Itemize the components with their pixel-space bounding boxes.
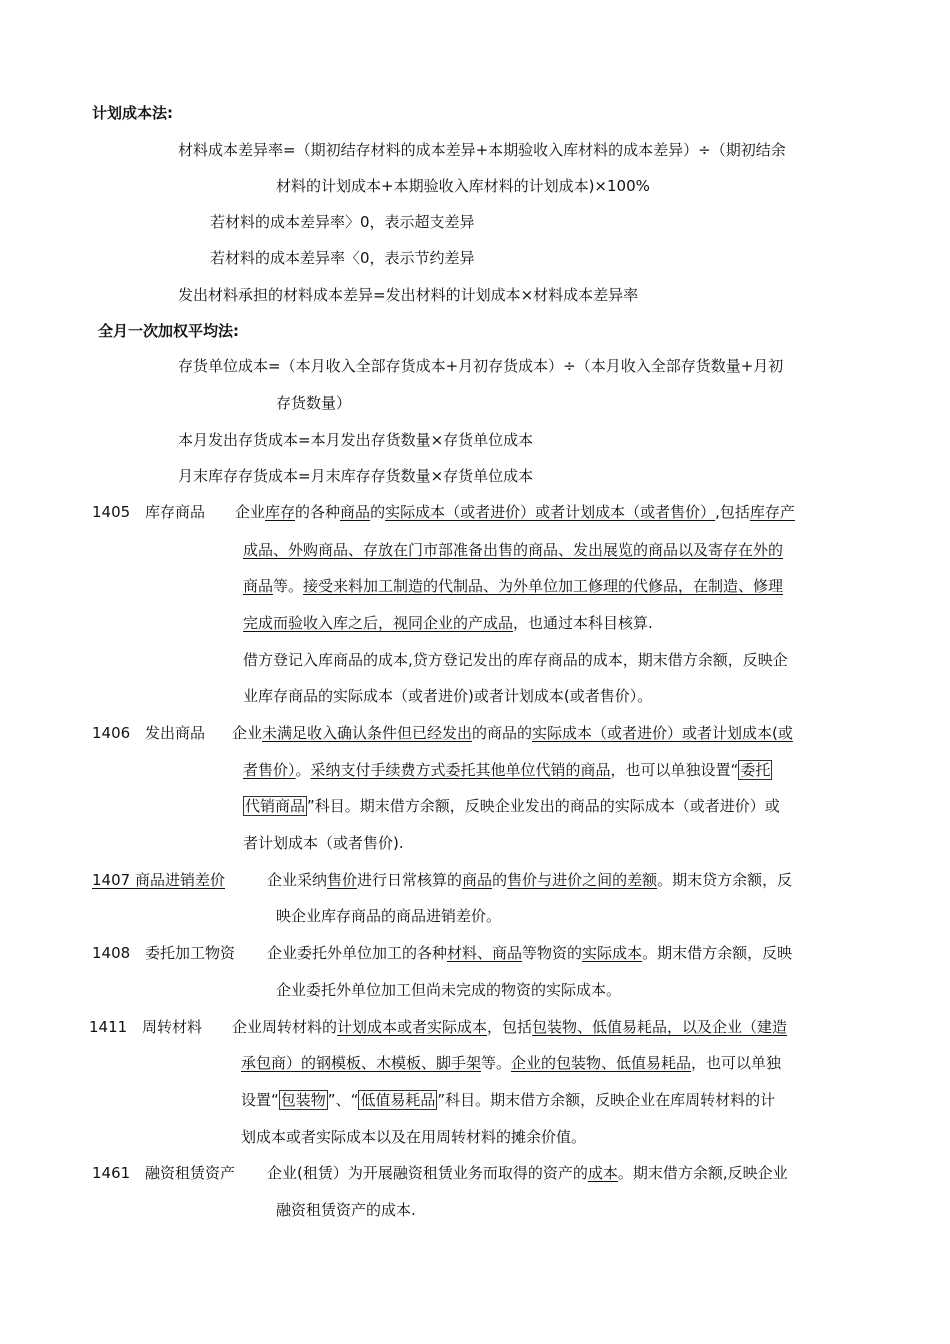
desc-1407-line1: 企业采纳售价进行日常核算的商品的售价与进价之间的差额。期末贷方余额，反 bbox=[267, 871, 793, 889]
wavg-unit-line1: 存货单位成本=（本月收入全部存货成本+月初存货成本）÷（本月收入全部存货数量+月初 bbox=[178, 357, 784, 375]
desc-1411-line3: 设置“ 包装物 ”、“ 低值易耗品 ”科目。期末借方余额，反映企业在库周转材料的计 bbox=[241, 1091, 776, 1109]
wavg-end-formula: 月末库存存货成本=月末库存存货数量×存货单位成本 bbox=[178, 467, 534, 485]
desc-1407-line2: 映企业库存商品的商品进销差价。 bbox=[276, 907, 502, 925]
desc-1405-line5: 借方登记入库商品的成本,贷方登记发出的库存商品的成本，期末借方余额，反映企 bbox=[243, 651, 788, 669]
desc-1405-line2: 成品、外购商品、存放在门市部准备出售的商品、发出展览的商品以及寄存在外的 bbox=[243, 541, 784, 559]
desc-1408-line2: 企业委托外单位加工但尚未完成的物资的实际成本。 bbox=[276, 981, 622, 999]
plan-condition-save: 若材料的成本差异率〈0，表示节约差异 bbox=[210, 249, 475, 267]
desc-1461-line2: 融资租赁资产的成本. bbox=[276, 1201, 416, 1219]
desc-1408-line1: 企业委托外单位加工的各种材料、商品等物资的实际成本。期末借方余额，反映 bbox=[267, 944, 793, 962]
account-name-1461: 融资租赁资产 bbox=[145, 1164, 236, 1182]
desc-1411-line4: 划成本或者实际成本以及在用周转材料的摊余价值。 bbox=[241, 1128, 587, 1146]
desc-1411-line2: 承包商）的钢模板、木模板、脚手架等。企业的包装物、低值易耗品，也可以单独 bbox=[241, 1054, 782, 1072]
account-name-1411: 周转材料 bbox=[142, 1018, 203, 1036]
boxed-term-packaging: 包装物 bbox=[280, 1091, 326, 1109]
account-code-1461: 1461 bbox=[92, 1164, 131, 1182]
plan-formula-line1: 材料成本差异率=（期初结存材料的成本差异+本期验收入库材料的成本差异）÷（期初结余 bbox=[178, 141, 786, 159]
plan-formula-line2: 材料的计划成本+本期验收入库材料的计划成本)×100% bbox=[276, 177, 650, 195]
wavg-out-formula: 本月发出存货成本=本月发出存货数量×存货单位成本 bbox=[178, 431, 534, 449]
desc-1405-line4: 完成而验收入库之后，视同企业的产成品，也通过本科目核算. bbox=[243, 614, 653, 632]
plan-heading: 计划成本法: bbox=[92, 104, 173, 122]
desc-1406-line3: 代销商品 ”科目。期末借方余额，反映企业发出的商品的实际成本（或者进价）或 bbox=[245, 797, 780, 815]
wavg-unit-line2: 存货数量） bbox=[276, 394, 352, 412]
account-code-1411: 1411 bbox=[89, 1018, 128, 1036]
account-name-1405: 库存商品 bbox=[145, 503, 206, 521]
desc-1406-line4: 者计划成本（或者售价). bbox=[243, 834, 404, 852]
desc-1405-line3: 商品等。接受来料加工制造的代制品、为外单位加工修理的代修品，在制造、修理 bbox=[243, 577, 784, 595]
account-name-1406: 发出商品 bbox=[145, 724, 206, 742]
desc-1406-line2: 者售价）。采纳支付手续费方式委托其他单位代销的商品，也可以单独设置“ 委托 bbox=[243, 761, 771, 779]
boxed-term-consignment: 委托 bbox=[740, 761, 771, 779]
account-code-1408: 1408 bbox=[92, 944, 131, 962]
plan-issue-formula: 发出材料承担的材料成本差异=发出材料的计划成本×材料成本差异率 bbox=[178, 286, 639, 304]
account-code-1405: 1405 bbox=[92, 503, 131, 521]
plan-condition-over: 若材料的成本差异率〉0，表示超支差异 bbox=[210, 213, 475, 231]
desc-1405-line1: 企业库存的各种商品的实际成本（或者进价）或者计划成本（或者售价）,包括库存产 bbox=[235, 503, 795, 521]
account-1407: 1407 商品进销差价 bbox=[92, 871, 225, 889]
desc-1405-line6: 业库存商品的实际成本（或者进价)或者计划成本(或者售价）。 bbox=[243, 687, 653, 705]
boxed-term-consignment-cont: 代销商品 bbox=[245, 797, 306, 815]
account-name-1408: 委托加工物资 bbox=[145, 944, 236, 962]
desc-1411-line1: 企业周转材料的计划成本或者实际成本，包括包装物、低值易耗品，以及企业（建造 bbox=[232, 1018, 788, 1036]
account-code-1406: 1406 bbox=[92, 724, 131, 742]
desc-1461-line1: 企业(租赁）为开展融资租赁业务而取得的资产的成本。期末借方余额,反映企业 bbox=[267, 1164, 788, 1182]
wavg-heading: 全月一次加权平均法: bbox=[98, 322, 239, 340]
boxed-term-low-value: 低值易耗品 bbox=[360, 1091, 436, 1109]
desc-1406-line1: 企业未满足收入确认条件但已经发出的商品的实际成本（或者进价）或者计划成本(或 bbox=[232, 724, 793, 742]
